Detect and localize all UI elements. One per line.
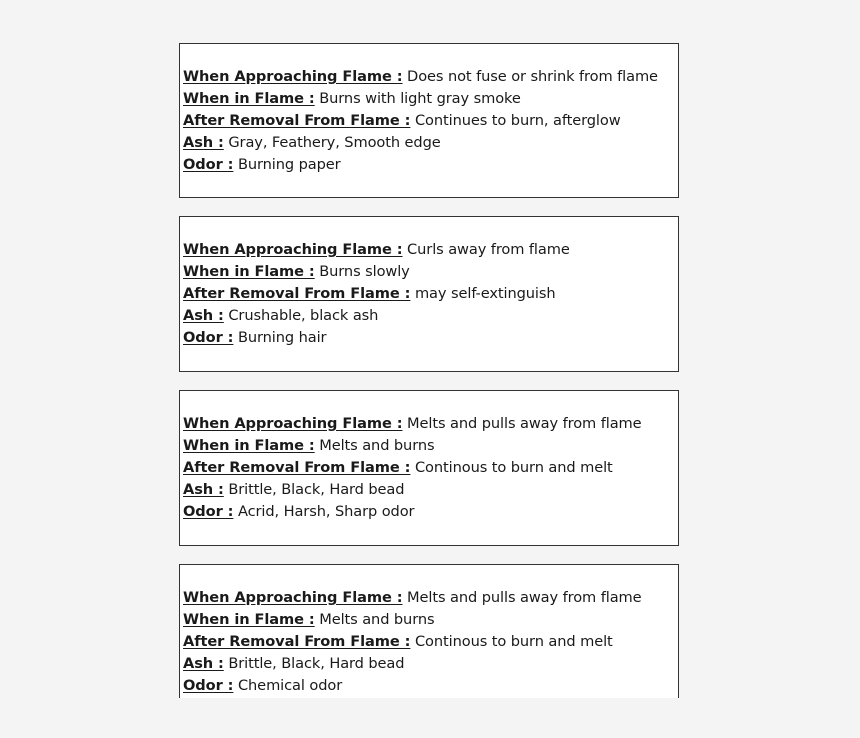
odor-row: [183, 675, 674, 697]
odor-value: Burning paper: [233, 156, 341, 173]
after-removal-value: may self-extinguish: [410, 285, 556, 302]
fiber-card-lines: [183, 587, 674, 697]
in-flame-value: Burns with light gray smoke: [314, 90, 521, 107]
odor-row: [183, 501, 674, 523]
after-removal-row: [183, 283, 674, 305]
in-flame-row: [183, 261, 674, 283]
in-flame-label: When in Flame :: [183, 437, 315, 454]
ash-label: Ash :: [183, 134, 224, 151]
fiber-card-lines: [183, 66, 674, 176]
fiber-card-4: [179, 564, 679, 698]
odor-label: Odor :: [183, 329, 234, 346]
approaching-flame-row: [183, 413, 674, 435]
in-flame-label: When in Flame :: [183, 90, 315, 107]
odor-value: Burning hair: [233, 329, 327, 346]
in-flame-label: When in Flame :: [183, 263, 315, 280]
approaching-flame-value: Does not fuse or shrink from flame: [402, 68, 658, 85]
after-removal-label: After Removal From Flame :: [183, 459, 411, 476]
approaching-flame-label: When Approaching Flame :: [183, 68, 403, 85]
approaching-flame-row: [183, 239, 674, 261]
fiber-card-lines: [183, 413, 674, 523]
in-flame-row: [183, 435, 674, 457]
ash-row: [183, 132, 674, 154]
approaching-flame-row: [183, 587, 674, 609]
after-removal-value: Continues to burn, afterglow: [410, 112, 621, 129]
ash-value: Gray, Feathery, Smooth edge: [223, 134, 441, 151]
approaching-flame-label: When Approaching Flame :: [183, 589, 403, 606]
after-removal-label: After Removal From Flame :: [183, 112, 411, 129]
ash-label: Ash :: [183, 655, 224, 672]
after-removal-label: After Removal From Flame :: [183, 285, 411, 302]
in-flame-value: Burns slowly: [314, 263, 410, 280]
ash-row: [183, 479, 674, 501]
odor-row: [183, 327, 674, 349]
ash-value: Brittle, Black, Hard bead: [223, 655, 405, 672]
after-removal-row: [183, 457, 674, 479]
odor-value: Chemical odor: [233, 677, 343, 694]
ash-row: [183, 305, 674, 327]
in-flame-value: Melts and burns: [314, 437, 435, 454]
after-removal-label: After Removal From Flame :: [183, 633, 411, 650]
in-flame-row: [183, 88, 674, 110]
after-removal-value: Continous to burn and melt: [410, 459, 613, 476]
approaching-flame-value: Curls away from flame: [402, 241, 570, 258]
odor-label: Odor :: [183, 156, 234, 173]
in-flame-label: When in Flame :: [183, 611, 315, 628]
after-removal-row: [183, 631, 674, 653]
fiber-card-3: [179, 390, 679, 546]
odor-value: Acrid, Harsh, Sharp odor: [233, 503, 415, 520]
approaching-flame-row: [183, 66, 674, 88]
approaching-flame-value: Melts and pulls away from flame: [402, 415, 642, 432]
approaching-flame-label: When Approaching Flame :: [183, 415, 403, 432]
ash-value: Brittle, Black, Hard bead: [223, 481, 405, 498]
ash-value: Crushable, black ash: [223, 307, 379, 324]
approaching-flame-label: When Approaching Flame :: [183, 241, 403, 258]
odor-row: [183, 154, 674, 176]
ash-label: Ash :: [183, 481, 224, 498]
fiber-card-1: [179, 43, 679, 198]
in-flame-value: Melts and burns: [314, 611, 435, 628]
ash-row: [183, 653, 674, 675]
after-removal-value: Continous to burn and melt: [410, 633, 613, 650]
odor-label: Odor :: [183, 503, 234, 520]
fiber-card-2: [179, 216, 679, 372]
approaching-flame-value: Melts and pulls away from flame: [402, 589, 642, 606]
ash-label: Ash :: [183, 307, 224, 324]
in-flame-row: [183, 609, 674, 631]
after-removal-row: [183, 110, 674, 132]
fiber-card-lines: [183, 239, 674, 349]
odor-label: Odor :: [183, 677, 234, 694]
